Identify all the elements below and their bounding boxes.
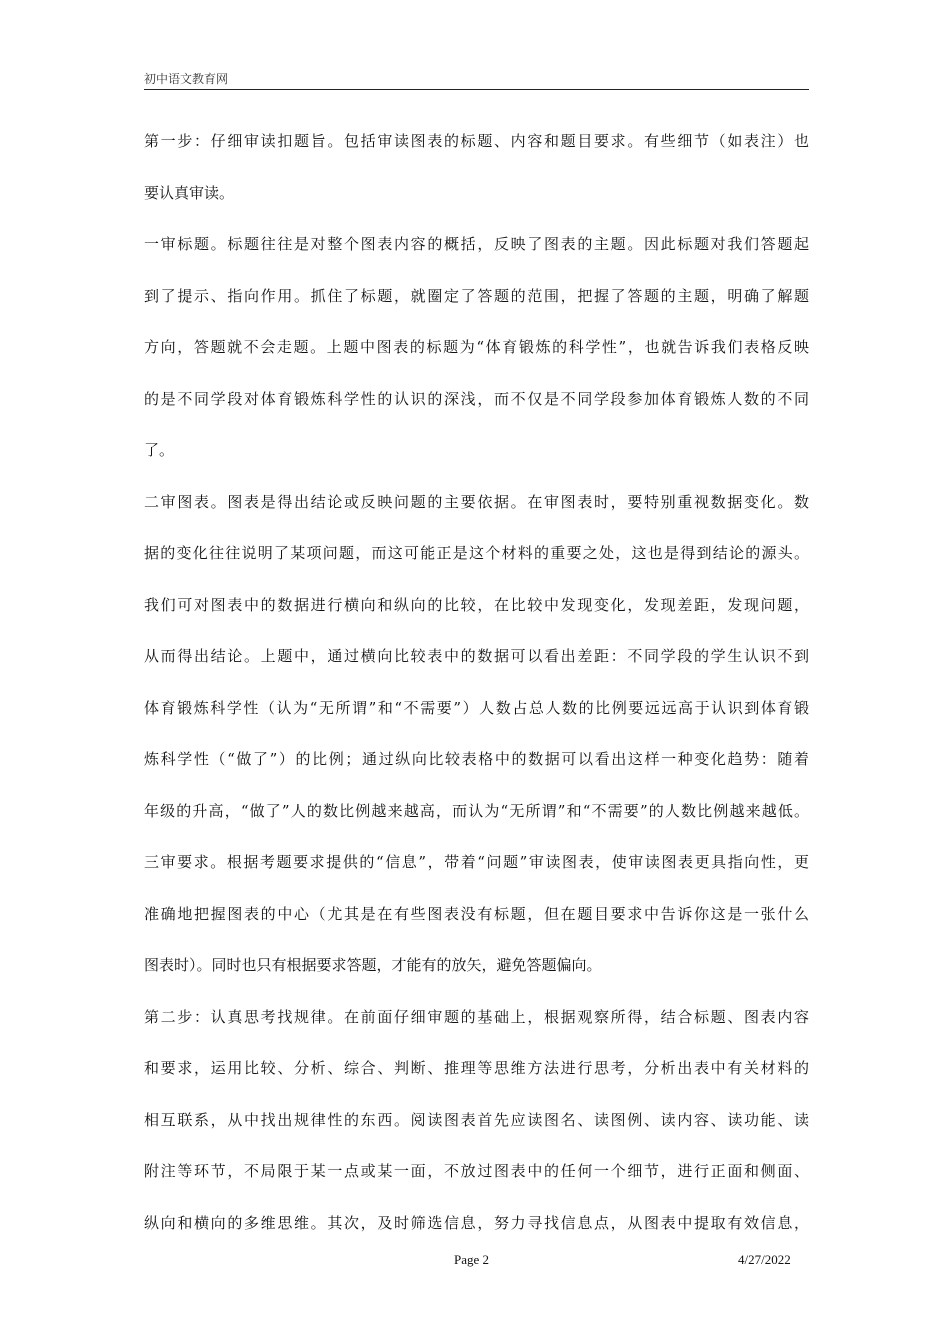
body-line: 二审图表。图表是得出结论或反映问题的主要依据。在审图表时，要特别重视数据变化。数: [144, 492, 809, 511]
body-line: 体育锻炼科学性（认为“无所谓”和“不需要”）人数占总人数的比例要远远高于认识到体育锻: [144, 698, 809, 717]
footer-date: 4/27/2022: [738, 1252, 791, 1267]
body-line: 一审标题。标题往往是对整个图表内容的概括，反映了图表的主题。因此标题对我们答题起: [144, 235, 809, 253]
body-line: 我们可对图表中的数据进行横向和纵向的比较，在比较中发现变化，发现差距，发现问题，: [144, 595, 809, 614]
page-number: Page 2: [454, 1252, 490, 1267]
body-line: 第一步：仔细审读扣题旨。包括审读图表的标题、内容和题目要求。有些细节（如表注）也: [144, 132, 809, 150]
body-line: 年级的升高，“做了”人的数比例越来越高，而认为“无所谓”和“不需要”的人数比例越来越低。: [144, 801, 809, 820]
body-line: 相互联系，从中找出规律性的东西。阅读图表首先应读图名、读图例、读内容、读功能、读: [144, 1110, 809, 1129]
body-line: 到了提示、指向作用。抓住了标题，就圈定了答题的范围，把握了答题的主题，明确了解题: [144, 286, 809, 305]
document-body: [144, 124, 809, 1257]
body-line: 和要求，运用比较、分析、综合、判断、推理等思维方法进行思考，分析出表中有关材料的: [144, 1059, 809, 1077]
body-line: 第二步：认真思考找规律。在前面仔细审题的基础上，根据观察所得，结合标题、图表内容: [144, 1007, 809, 1026]
body-line: 附注等环节，不局限于某一点或某一面，不放过图表中的任何一个细节，进行正面和侧面、: [144, 1162, 809, 1180]
body-line: 了。: [144, 441, 175, 459]
body-line: 三审要求。根据考题要求提供的“信息”，带着“问题”审读图表，使审读图表更具指向性，更: [144, 853, 809, 871]
body-line: 图表时）。同时也只有根据要求答题，才能有的放矢，避免答题偏向。: [144, 956, 602, 974]
body-line: 从而得出结论。上题中，通过横向比较表中的数据可以看出差距：不同学段的学生认识不到: [144, 647, 809, 665]
body-line: 纵向和横向的多维思维。其次，及时筛选信息，努力寻找信息点，从图表中提取有效信息，: [144, 1213, 809, 1232]
body-line: 准确地把握图表的中心（尤其是在有些图表没有标题，但在题目要求中告诉你这是一张什么: [144, 904, 809, 923]
body-line: 炼科学性（“做了”）的比例；通过纵向比较表格中的数据可以看出这样一种变化趋势：随着: [144, 750, 809, 768]
body-line: 要认真审读。: [144, 183, 235, 202]
body-line: 据的变化往往说明了某项问题，而这可能正是这个材料的重要之处，这也是得到结论的源头。: [144, 544, 809, 562]
page-header: [144, 68, 809, 90]
body-line: 的是不同学段对体育锻炼科学性的认识的深浅，而不仅是不同学段参加体育锻炼人数的不同: [144, 389, 809, 408]
body-line: 方向，答题就不会走题。上题中图表的标题为“体育锻炼的科学性”，也就告诉我们表格反映: [144, 338, 809, 356]
header-site-name: 初中语文教育网: [144, 72, 229, 86]
